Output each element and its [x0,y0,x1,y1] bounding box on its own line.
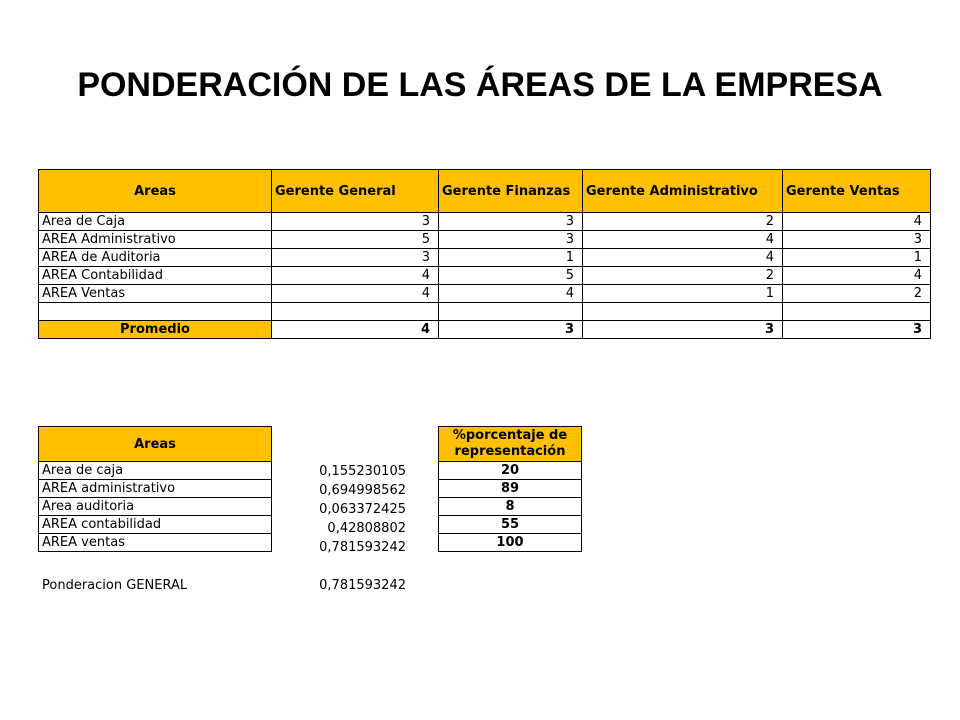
area-value: 0,42808802 [327,521,406,536]
percentage-cell: 20 [439,462,582,480]
table-header-row [439,427,582,462]
promedio-value: 3 [439,321,583,339]
table-row [39,480,272,498]
value-cell: 3 [272,213,439,231]
header-areas: Areas [39,427,272,462]
value-cell: 3 [783,231,931,249]
table-row [39,267,931,285]
area-cell: AREA de Auditoria [39,249,272,267]
table-header-row [39,170,931,213]
promedio-value: 3 [783,321,931,339]
empty-row [39,303,931,321]
area-value: 0,781593242 [319,540,406,555]
ponderacion-general-value: 0,781593242 [319,578,406,593]
weights-by-manager-table [38,169,931,339]
table-row [39,462,272,480]
value-cell: 1 [583,285,783,303]
value-cell: 2 [583,267,783,285]
value-cell: 4 [272,285,439,303]
value-cell: 1 [439,249,583,267]
table-row [39,516,272,534]
area-value: 0,694998562 [319,483,406,498]
value-cell: 5 [272,231,439,249]
value-cell: 5 [439,267,583,285]
empty-cell [783,303,931,321]
promedio-value: 3 [583,321,783,339]
area-value: 0,063372425 [319,502,406,517]
ponderacion-general-label: Ponderacion GENERAL [42,578,188,593]
table-row [439,498,582,516]
value-cell: 4 [583,249,783,267]
table-row [39,498,272,516]
empty-cell [583,303,783,321]
percentage-cell: 89 [439,480,582,498]
value-cell: 3 [439,213,583,231]
area-cell: Area auditoria [39,498,272,516]
value-cell: 2 [783,285,931,303]
value-cell: 3 [272,249,439,267]
value-cell: 4 [783,213,931,231]
areas-table [38,426,272,552]
area-cell: AREA Contabilidad [39,267,272,285]
area-cell: Area de caja [39,462,272,480]
header-areas: Areas [39,170,272,213]
percentage-table [438,426,582,552]
table-row [439,480,582,498]
table-row [439,534,582,552]
promedio-value: 4 [272,321,439,339]
header-gerente-general: Gerente General [272,170,439,213]
table-row [439,516,582,534]
empty-cell [272,303,439,321]
area-cell: AREA administrativo [39,480,272,498]
table-row [39,231,931,249]
header-gerente-finanzas: Gerente Finanzas [439,170,583,213]
table-row [439,462,582,480]
value-cell: 3 [439,231,583,249]
table-row [39,534,272,552]
area-values-column [272,462,406,557]
value-cell: 4 [583,231,783,249]
value-cell: 4 [272,267,439,285]
table-header-row [39,427,272,462]
value-cell: 4 [783,267,931,285]
empty-cell [439,303,583,321]
percentage-cell: 55 [439,516,582,534]
area-cell: AREA ventas [39,534,272,552]
promedio-row [39,321,931,339]
area-cell: AREA Ventas [39,285,272,303]
promedio-label: Promedio [39,321,272,339]
page-title: PONDERACIÓN DE LAS ÁREAS DE LA EMPRESA [77,66,883,104]
area-cell: AREA contabilidad [39,516,272,534]
area-value: 0,155230105 [319,464,406,479]
header-percentage: %porcentaje de representación [439,427,582,462]
area-cell: AREA Administrativo [39,231,272,249]
value-cell: 2 [583,213,783,231]
table-row [39,249,931,267]
table-row [39,213,931,231]
area-cell: Area de Caja [39,213,272,231]
percentage-cell: 8 [439,498,582,516]
header-gerente-administrativo: Gerente Administrativo [583,170,783,213]
value-cell: 1 [783,249,931,267]
empty-cell [39,303,272,321]
header-gerente-ventas: Gerente Ventas [783,170,931,213]
value-cell: 4 [439,285,583,303]
table-row [39,285,931,303]
percentage-cell: 100 [439,534,582,552]
